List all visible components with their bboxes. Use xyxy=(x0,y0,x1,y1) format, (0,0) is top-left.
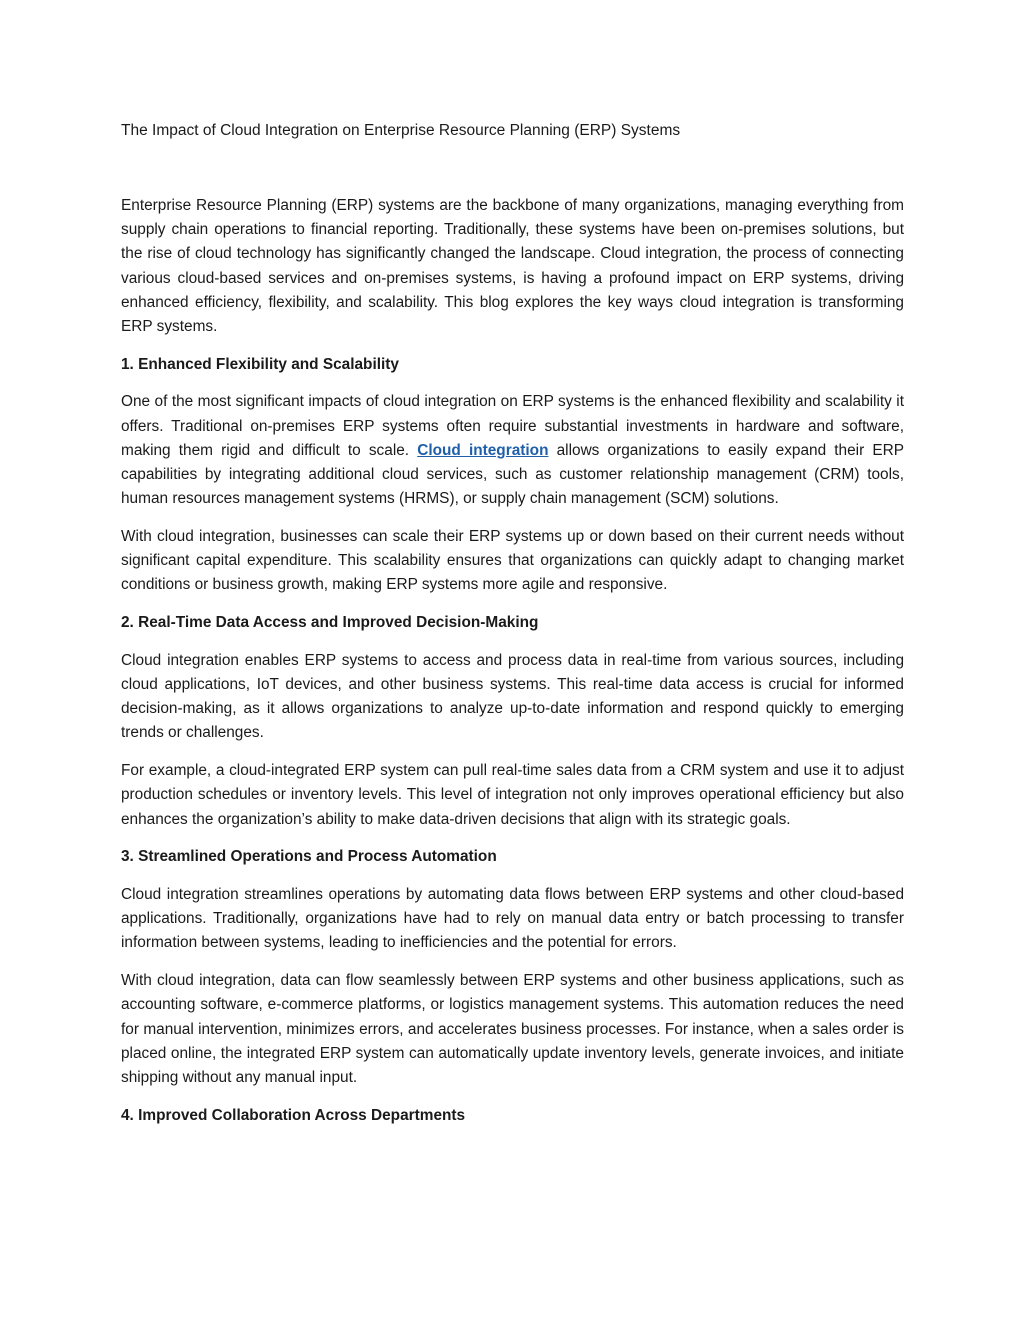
section-heading-3: 3. Streamlined Operations and Process Automation xyxy=(121,848,497,866)
section-heading-4: 4. Improved Collaboration Across Departments xyxy=(121,1106,466,1124)
section-1-paragraph-1-text-a: One of the most significant impacts of cloud integration on ERP systems is the enhanced flexibility and scalability it offers. Traditional on-premises ERP systems often require substantial investments in hardware and software, making them rigid and difficult to scale. xyxy=(121,393,904,459)
section-1-paragraph-1 xyxy=(121,390,904,511)
section-3-paragraph-2: With cloud integration, data can flow seamlessly between ERP systems and other business applications, such as accounting software, e-commerce platforms, or logistics management systems. This automation reduces the need for manual intervention, minimizes errors, and accelerates business processes. For instance, when a sales order is placed online, the integrated ERP system can automatically update inventory levels, generate invoices, and initiate shipping without any manual input. xyxy=(121,972,904,1087)
section-2-paragraph-1: Cloud integration enables ERP systems to access and process data in real-time from various sources, including cloud applications, IoT devices, and other business systems. This real-time data access is crucial for informed decision-making, as it allows organizations to analyze up-to-date information and respond quickly to emerging trends or challenges. xyxy=(121,651,904,742)
document-title: The Impact of Cloud Integration on Enterprise Resource Planning (ERP) Systems xyxy=(121,122,681,139)
document-body xyxy=(121,119,904,1141)
cloud-integration-link[interactable]: Cloud integration xyxy=(417,441,549,459)
section-1-paragraph-2: With cloud integration, businesses can scale their ERP systems up or down based on their current needs without significant capital expenditure. This scalability ensures that organizations can quickly adapt to changing market conditions or business growth, making ERP systems more agile and responsive. xyxy=(121,528,904,594)
section-3-paragraph-1: Cloud integration streamlines operations by automating data flows between ERP systems and other cloud-based applications. Traditionally, organizations have had to rely on manual data entry or batch processing to transfer information between systems, leading to inefficiencies and the potential for errors. xyxy=(121,886,904,952)
section-2-paragraph-2: For example, a cloud-integrated ERP system can pull real-time sales data from a CRM system and use it to adjust production schedules or inventory levels. This level of integration not only improves operational efficiency but also enhances the organization’s ability to make data-driven decisions that align with its strategic goals. xyxy=(121,762,904,828)
intro-paragraph: Enterprise Resource Planning (ERP) systems are the backbone of many organizations, managing everything from supply chain operations to financial reporting. Traditionally, these systems have been on-premises solutions, but the rise of cloud technology has significantly changed the landscape. Cloud integration, the process of connecting various cloud-based services and on-premises systems, is having a profound impact on ERP systems, driving enhanced efficiency, flexibility, and scalability. This blog explores the key ways cloud integration is transforming ERP systems. xyxy=(121,197,904,336)
section-1-paragraph-1-text-b: allows organizations to easily expand their ERP capabilities by integrating additional cloud services, such as customer relationship management (CRM) tools, human resources management systems (HRMS), or supply chain management (SCM) solutions. xyxy=(121,441,905,508)
section-heading-1: 1. Enhanced Flexibility and Scalability xyxy=(121,355,399,373)
section-heading-2: 2. Real-Time Data Access and Improved Decision-Making xyxy=(121,614,539,632)
